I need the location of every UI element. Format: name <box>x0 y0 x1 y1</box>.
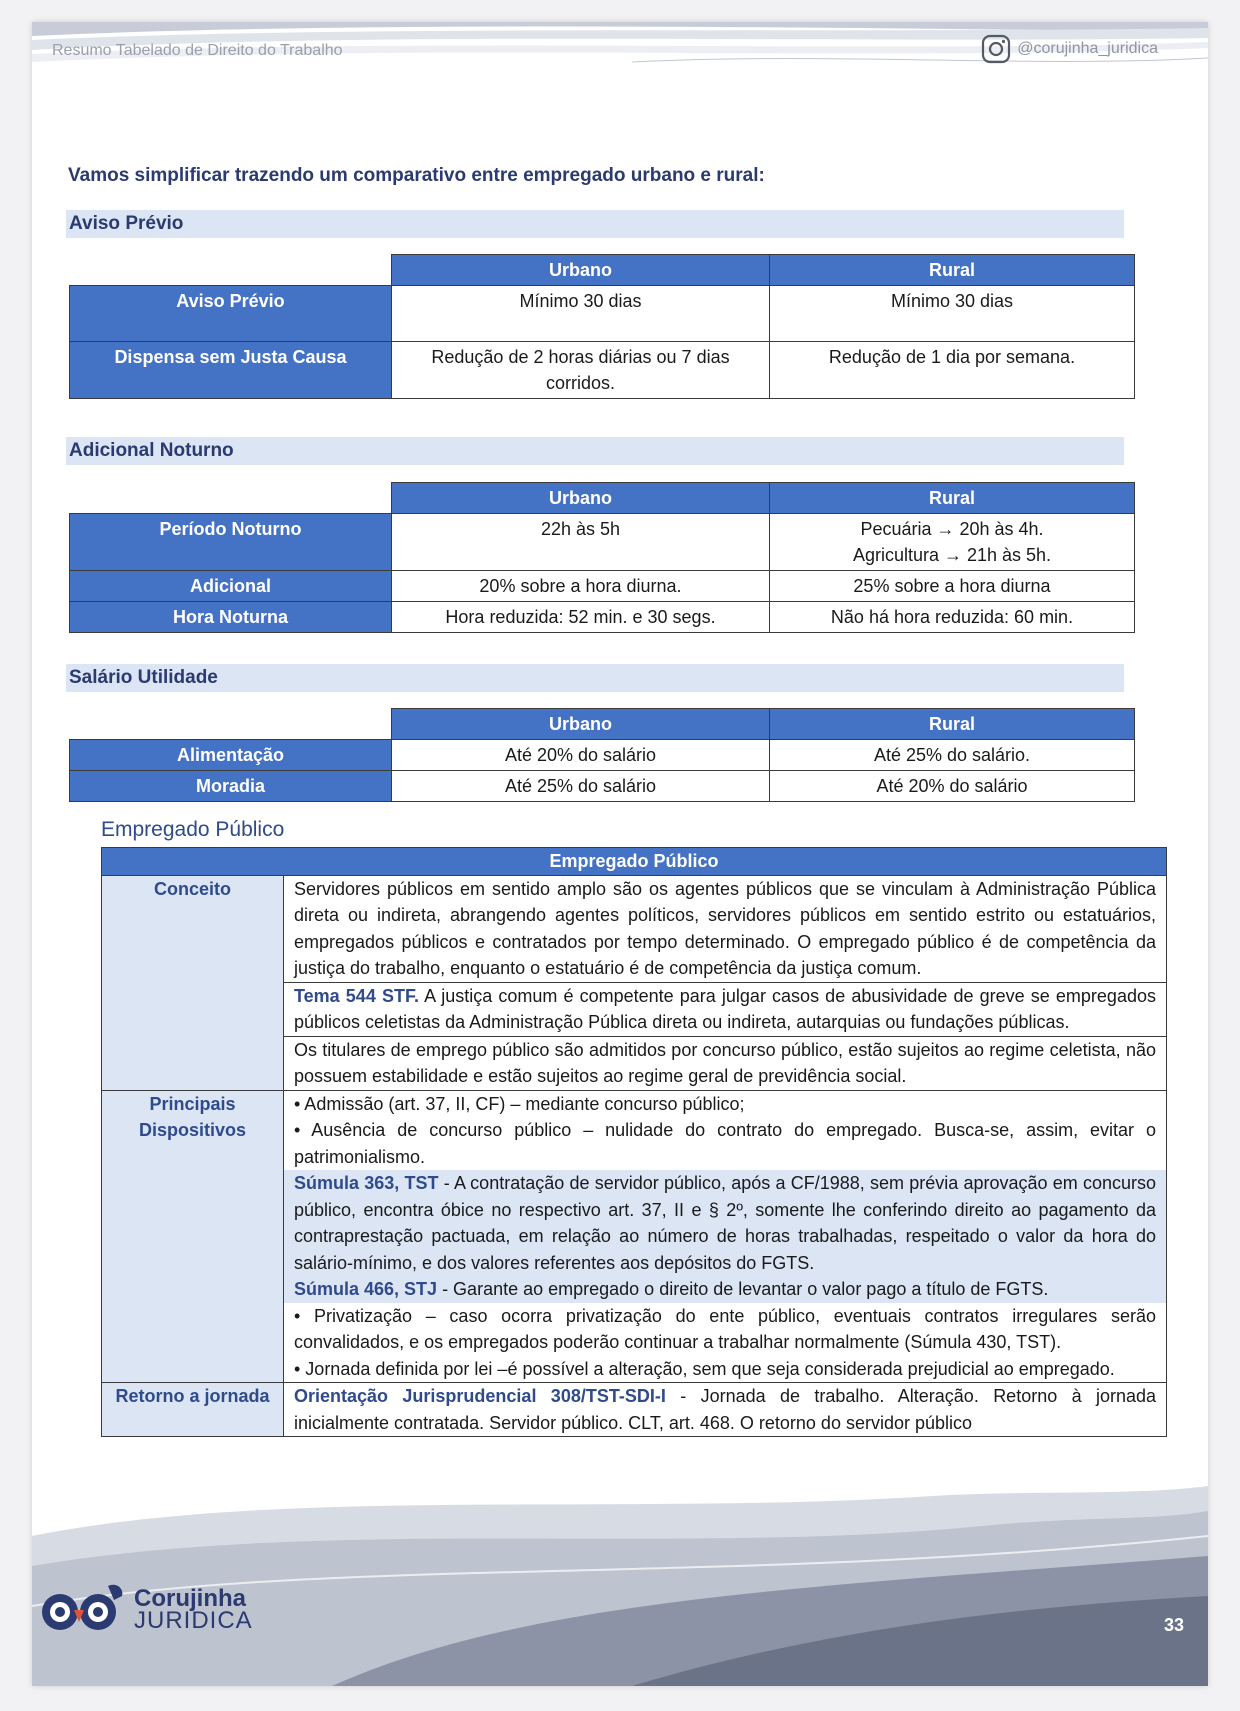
document-title-header: Resumo Tabelado de Direito do Trabalho <box>52 42 343 59</box>
row-label: Dispensa sem Justa Causa <box>70 342 392 399</box>
cell-urbano: 20% sobre a hora diurna. <box>392 571 770 602</box>
sumula-466-ref: Súmula 466, STJ <box>294 1279 438 1299</box>
cell-urbano: Até 20% do salário <box>392 740 770 771</box>
brand-subtitle: JURIDICA <box>134 1607 253 1634</box>
cell-urbano: Redução de 2 horas diárias ou 7 dias corridos. <box>392 342 770 399</box>
titulares-paragraph: Os titulares de emprego público são admitidos por concurso público, estão sujeitos ao regime celetista, não possuem estabilidade e estão sujeitos ao regime geral de previdência social. <box>284 1036 1167 1090</box>
list-item: • Admissão (art. 37, II, CF) – mediante concurso público; <box>294 1093 745 1114</box>
adicional-noturno-table <box>69 482 1135 633</box>
table-corner <box>70 255 392 286</box>
cell-urbano: Hora reduzida: 52 min. e 30 segs. <box>392 602 770 633</box>
cell-rural: Mínimo 30 dias <box>770 286 1135 342</box>
brand-text <box>134 1585 253 1634</box>
social-handle[interactable] <box>981 34 1158 64</box>
cell-rural <box>770 514 1135 571</box>
owl-logo-icon <box>38 1580 130 1640</box>
list-item: • Ausência de concurso público – nulidade do contrato do empregado. Busca-se, assim, evitar o patrimonialismo. <box>294 1120 1156 1167</box>
tema-544-text: A justiça comum é competente para julgar casos de abusividade de greve se empregados públicos celetistas da Administração Pública direta ou indireta, autarquias ou fundações públicas. <box>294 985 1156 1032</box>
col-header-rural: Rural <box>770 709 1135 740</box>
sumula-466-text: - Garante ao empregado o direito de levantar o valor pago a título de FGTS. <box>437 1279 1049 1299</box>
row-label-conceito: Conceito <box>102 875 284 1090</box>
table-title: Empregado Público <box>102 848 1167 876</box>
row-label-dispositivos: Principais Dispositivos <box>102 1090 284 1383</box>
table-corner <box>70 483 392 514</box>
cell-rural-line: Agricultura → 21h às 5h. <box>852 545 1052 565</box>
oj-308-text: - Jornada de trabalho. Alteração. Retorno à jornada inicialmente contratada. Servidor público. CLT, art. 468. O retorno do servidor público <box>294 1386 1157 1433</box>
sumula-363-ref: Súmula 363, TST <box>294 1173 439 1193</box>
col-header-rural: Rural <box>770 255 1135 286</box>
empregado-publico-table <box>101 847 1167 1437</box>
cell-rural: Até 20% do salário <box>770 771 1135 802</box>
row-label: Período Noturno <box>70 514 392 571</box>
cell-rural: Redução de 1 dia por semana. <box>770 342 1135 399</box>
cell-rural: Não há hora reduzida: 60 min. <box>770 602 1135 633</box>
tema-544-paragraph <box>284 982 1167 1036</box>
sumula-466-block <box>284 1276 1166 1303</box>
table-corner <box>70 709 392 740</box>
col-header-urbano: Urbano <box>392 709 770 740</box>
col-header-urbano: Urbano <box>392 483 770 514</box>
row-label: Aviso Prévio <box>70 286 392 342</box>
conceito-paragraph: Servidores públicos em sentido amplo são os agentes públicos que se vinculam à Administração Pública direta ou indireta, abrangendo agentes políticos, servidores públicos em sentido estrito ou estatuários, empregados públicos e contratados por tempo determinado. O empregado público é de competência da justiça do trabalho, enquanto o estatuário é de competência da justiça comum. <box>284 875 1167 982</box>
col-header-rural: Rural <box>770 483 1135 514</box>
brand-name: Corujinha <box>134 1585 246 1612</box>
tema-544-ref: Tema 544 STF. <box>294 985 419 1006</box>
oj-308-ref: Orientação Jurisprudencial 308/TST-SDI-I <box>294 1386 666 1406</box>
cell-urbano: Até 25% do salário <box>392 771 770 802</box>
col-header-urbano: Urbano <box>392 255 770 286</box>
sumula-363-text: - A contratação de servidor público, após a CF/1988, sem prévia aprovação em concurso público, encontra óbice no respectivo art. 37, II e § 2º, somente lhe conferindo direito ao pagamento da contraprestação pactuada, em relação ao número de horas trabalhadas, respeitado o valor da hora do salário-mínimo, e dos valores referentes aos depósitos do FGTS. <box>294 1173 1157 1273</box>
dispositivos-cell <box>284 1090 1167 1383</box>
cell-rural: 25% sobre a hora diurna <box>770 571 1135 602</box>
list-item: • Privatização – caso ocorra privatização do ente público, eventuais contratos irregulares serão convalidados, e os empregados poderão continuar a trabalhar normalmente (Súmula 430, TST). <box>294 1305 1156 1352</box>
brand-logo[interactable] <box>38 1580 253 1640</box>
row-label: Moradia <box>70 771 392 802</box>
aviso-previo-table <box>69 254 1135 399</box>
cell-rural: Até 25% do salário. <box>770 740 1135 771</box>
row-label: Adicional <box>70 571 392 602</box>
empregado-publico-heading: Empregado Público <box>101 818 285 841</box>
list-item: • Jornada definida por lei –é possível a alteração, sem que seja considerada prejudicial ao empregado. <box>294 1358 1115 1379</box>
row-label: Alimentação <box>70 740 392 771</box>
intro-text: Vamos simplificar trazendo um comparativo entre empregado urbano e rural: <box>68 165 765 186</box>
section-salario-utilidade: Salário Utilidade <box>66 664 1124 692</box>
salario-utilidade-table <box>69 708 1135 802</box>
section-aviso-previo: Aviso Prévio <box>66 210 1124 238</box>
cell-rural-line: Pecuária → 20h às 4h. <box>860 519 1044 539</box>
instagram-icon <box>981 34 1011 64</box>
cell-urbano: Mínimo 30 dias <box>392 286 770 342</box>
section-adicional-noturno: Adicional Noturno <box>66 437 1124 465</box>
cell-urbano: 22h às 5h <box>392 514 770 571</box>
sumula-363-block <box>284 1170 1166 1276</box>
retorno-paragraph <box>284 1383 1167 1437</box>
page-number: 33 <box>1163 1615 1184 1635</box>
social-handle-text: @corujinha_juridica <box>1017 40 1158 57</box>
row-label: Hora Noturna <box>70 602 392 633</box>
row-label-retorno: Retorno a jornada <box>102 1383 284 1437</box>
